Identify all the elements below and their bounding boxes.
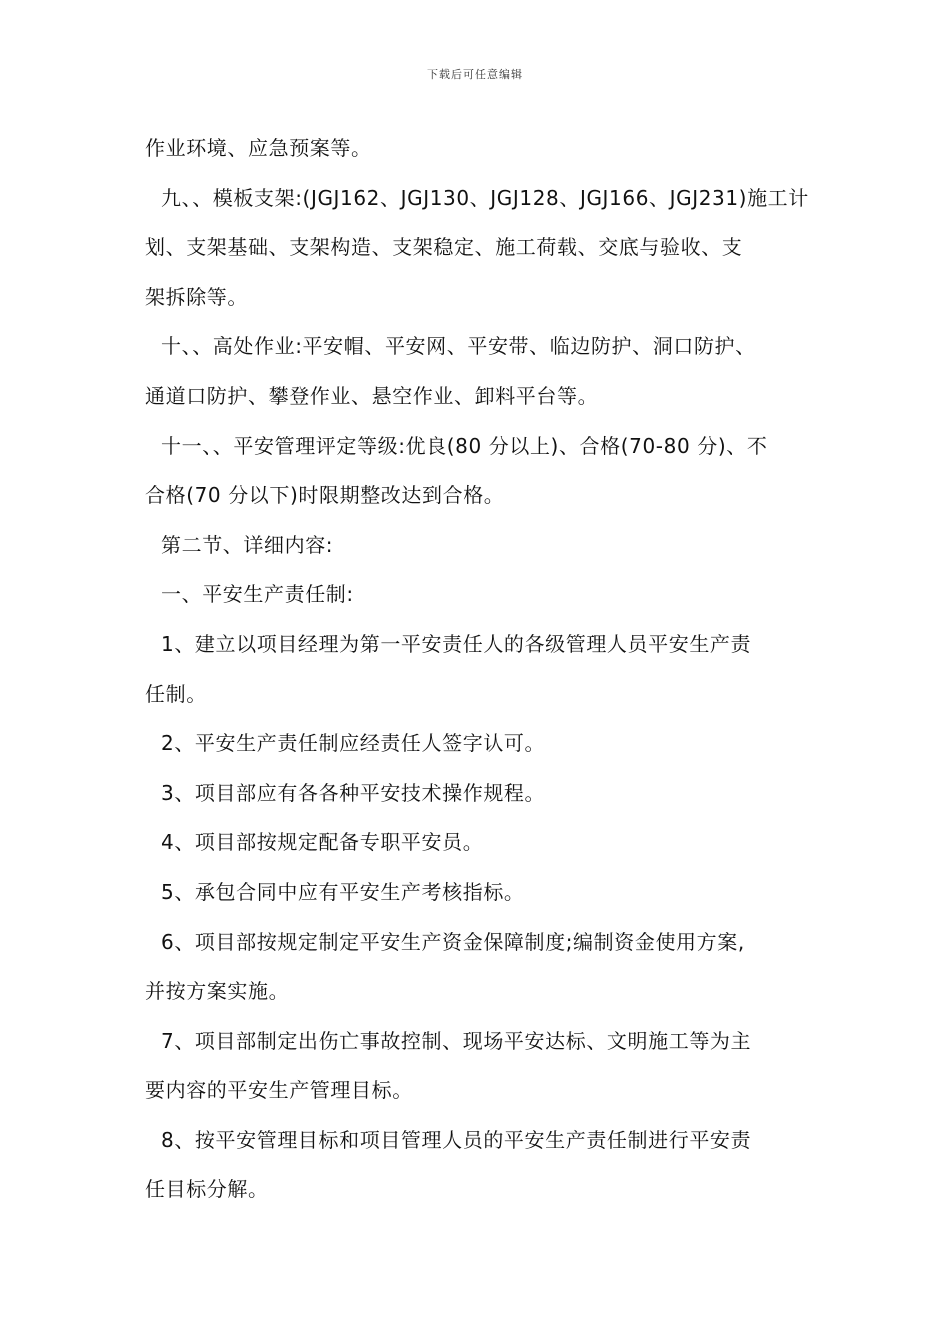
list-item-continuation: 要内容的平安生产管理目标。 (145, 1078, 413, 1103)
paragraph-line: 划、支架基础、支架构造、支架稳定、施工荷载、交底与验收、支 (145, 235, 743, 260)
list-item: 6、项目部按规定制定平安生产资金保障制度;编制资金使用方案, (161, 929, 745, 954)
list-item: 5、承包合同中应有平安生产考核指标。 (161, 879, 525, 904)
page-header: 下载后可任意编辑 (427, 68, 523, 81)
paragraph-line: 架拆除等。 (145, 284, 248, 309)
list-item: 7、项目部制定出伤亡事故控制、现场平安达标、文明施工等为主 (161, 1028, 752, 1053)
list-item: 1、建立以项目经理为第一平安责任人的各级管理人员平安生产责 (161, 631, 752, 656)
document-body (145, 124, 810, 1215)
list-item: 8、按平安管理目标和项目管理人员的平安生产责任制进行平安责 (161, 1127, 752, 1152)
paragraph-line: 作业环境、应急预案等。 (145, 136, 372, 160)
paragraph-line: 九、、模板支架:(JGJ162、JGJ130、JGJ128、JGJ166、JGJ231)施工计 (161, 185, 809, 210)
paragraph-line: 十、、高处作业:平安帽、平安网、平安带、临边防护、洞口防护、 (161, 334, 756, 359)
subsection-heading: 一、平安生产责任制: (161, 582, 354, 607)
list-item-continuation: 任目标分解。 (145, 1177, 269, 1202)
paragraph-line: 合格(70 分以下)时限期整改达到合格。 (145, 483, 505, 508)
section-heading: 第二节、详细内容: (161, 532, 334, 557)
list-item-continuation: 任制。 (145, 681, 207, 706)
list-item-continuation: 并按方案实施。 (145, 979, 290, 1004)
paragraph-line: 通道口防护、攀登作业、悬空作业、卸料平台等。 (145, 383, 599, 408)
list-item: 2、平安生产责任制应经责任人签字认可。 (161, 731, 546, 756)
paragraph-line: 十一、、平安管理评定等级:优良(80 分以上)、合格(70-80 分)、不 (161, 433, 768, 458)
list-item: 3、项目部应有各各种平安技术操作规程。 (161, 780, 546, 805)
list-item: 4、项目部按规定配备专职平安员。 (161, 830, 484, 855)
